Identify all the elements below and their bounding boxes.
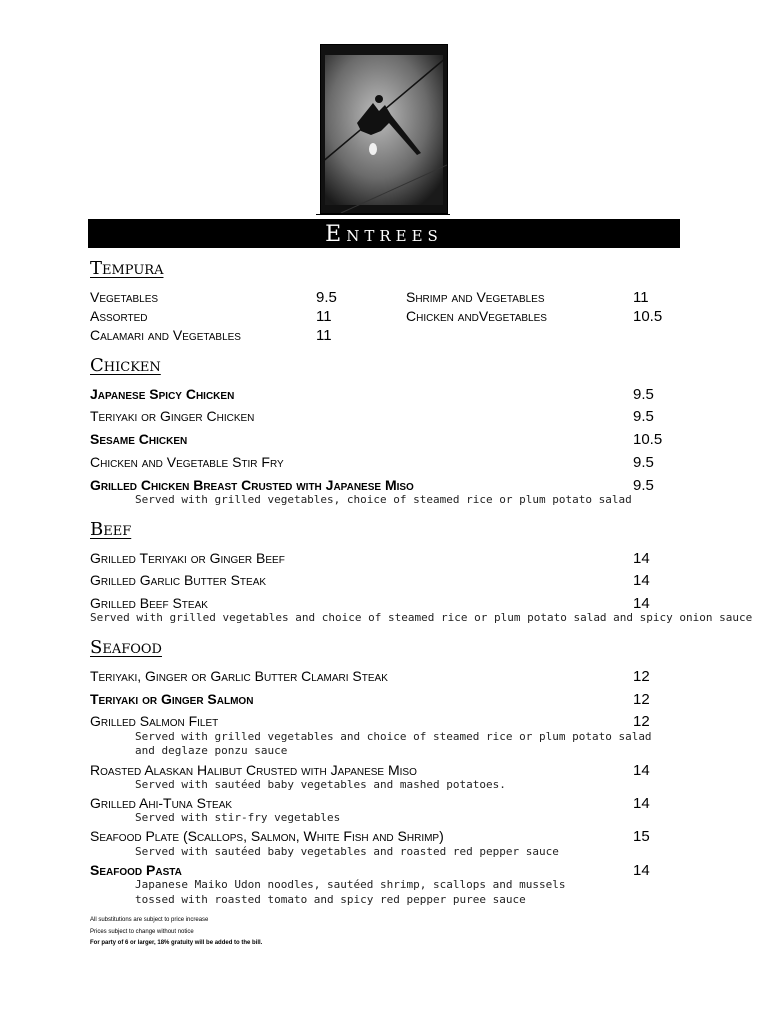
menu-item-description: Served with grilled vegetables and choice of steamed rice or plum potato salad and spicy onion sauce	[90, 611, 753, 624]
menu-item-name: Grilled Ahi-Tuna Steak	[90, 795, 233, 811]
menu-item-price: 11	[633, 289, 649, 306]
menu-item-name: Seafood Plate (Scallops, Salmon, White Fish and Shrimp)	[90, 828, 444, 844]
menu-item-price: 10.5	[633, 431, 663, 448]
section-heading-beef: Beef	[90, 519, 132, 540]
menu-item-name: Teriyaki or Ginger Chicken	[90, 408, 255, 424]
section-heading-chicken: Chicken	[90, 355, 161, 376]
menu-item-name: Grilled Salmon Filet	[90, 713, 219, 729]
menu-item-description: Served with sautéed baby vegetables and mashed potatoes.	[135, 778, 506, 791]
menu-item-name: Teriyaki, Ginger or Garlic Butter Clamari Steak	[90, 668, 388, 684]
menu-item-price: 14	[633, 550, 650, 567]
menu-item-price: 10.5	[633, 308, 663, 325]
menu-item-description: Served with stir-fry vegetables	[135, 811, 341, 824]
menu-item-price: 12	[633, 691, 650, 708]
menu-item-name: Assorted	[90, 308, 148, 324]
menu-item-name: Grilled Chicken Breast Crusted with Japanese Miso	[90, 477, 414, 493]
menu-item-name: Vegetables	[90, 289, 159, 305]
menu-item-price: 9.5	[633, 454, 654, 471]
menu-item-description: Served with grilled vegetables and choice of steamed rice or plum potato salad	[135, 730, 652, 743]
menu-item-name: Japanese Spicy Chicken	[90, 386, 235, 402]
menu-item-name: Roasted Alaskan Halibut Crusted with Japanese Miso	[90, 762, 417, 778]
section-heading-tempura: Tempura	[90, 258, 164, 279]
menu-item-description: tossed with roasted tomato and spicy red pepper puree sauce	[135, 893, 526, 906]
header-photo	[320, 44, 448, 214]
footer-gratuity-note: For party of 6 or larger, 18% gratuity will be added to the bill.	[90, 940, 263, 946]
page-title: Entrees	[88, 219, 680, 248]
performer-image	[321, 45, 447, 213]
menu-item-description: and deglaze ponzu sauce	[135, 744, 288, 757]
menu-item-price: 9.5	[633, 477, 654, 494]
footer-note: Prices subject to change without notice	[90, 929, 194, 935]
menu-item-name: Grilled Teriyaki or Ginger Beef	[90, 550, 285, 566]
menu-item-price: 9.5	[316, 289, 337, 306]
menu-item-price: 9.5	[633, 386, 654, 403]
menu-item-name: Sesame Chicken	[90, 431, 188, 447]
menu-item-name: Calamari and Vegetables	[90, 327, 241, 343]
footer-note: All substitutions are subject to price increase	[90, 917, 209, 923]
menu-item-price: 14	[633, 572, 650, 589]
menu-item-price: 12	[633, 668, 650, 685]
menu-item-name: Grilled Garlic Butter Steak	[90, 572, 267, 588]
menu-item-price: 9.5	[633, 408, 654, 425]
menu-item-price: 14	[633, 795, 650, 812]
menu-item-price: 14	[633, 862, 650, 879]
menu-item-name: Seafood Pasta	[90, 862, 182, 878]
menu-item-name: Grilled Beef Steak	[90, 595, 208, 611]
menu-item-price: 14	[633, 595, 650, 612]
menu-item-price: 11	[316, 327, 332, 344]
menu-item-description: Japanese Maiko Udon noodles, sautéed shrimp, scallops and mussels	[135, 878, 566, 891]
menu-item-name: Shrimp and Vegetables	[406, 289, 545, 305]
menu-item-name: Chicken and Vegetable Stir Fry	[90, 454, 284, 470]
menu-item-price: 11	[316, 308, 332, 325]
menu-item-name: Teriyaki or Ginger Salmon	[90, 691, 254, 707]
menu-item-name: Chicken andVegetables	[406, 308, 547, 324]
menu-item-price: 14	[633, 762, 650, 779]
menu-item-price: 15	[633, 828, 650, 845]
menu-item-description: Served with grilled vegetables, choice of steamed rice or plum potato salad	[135, 493, 632, 506]
menu-item-price: 12	[633, 713, 650, 730]
section-heading-seafood: Seafood	[90, 637, 162, 658]
menu-item-description: Served with sautéed baby vegetables and roasted red pepper sauce	[135, 845, 559, 858]
photo-divider	[316, 214, 450, 215]
